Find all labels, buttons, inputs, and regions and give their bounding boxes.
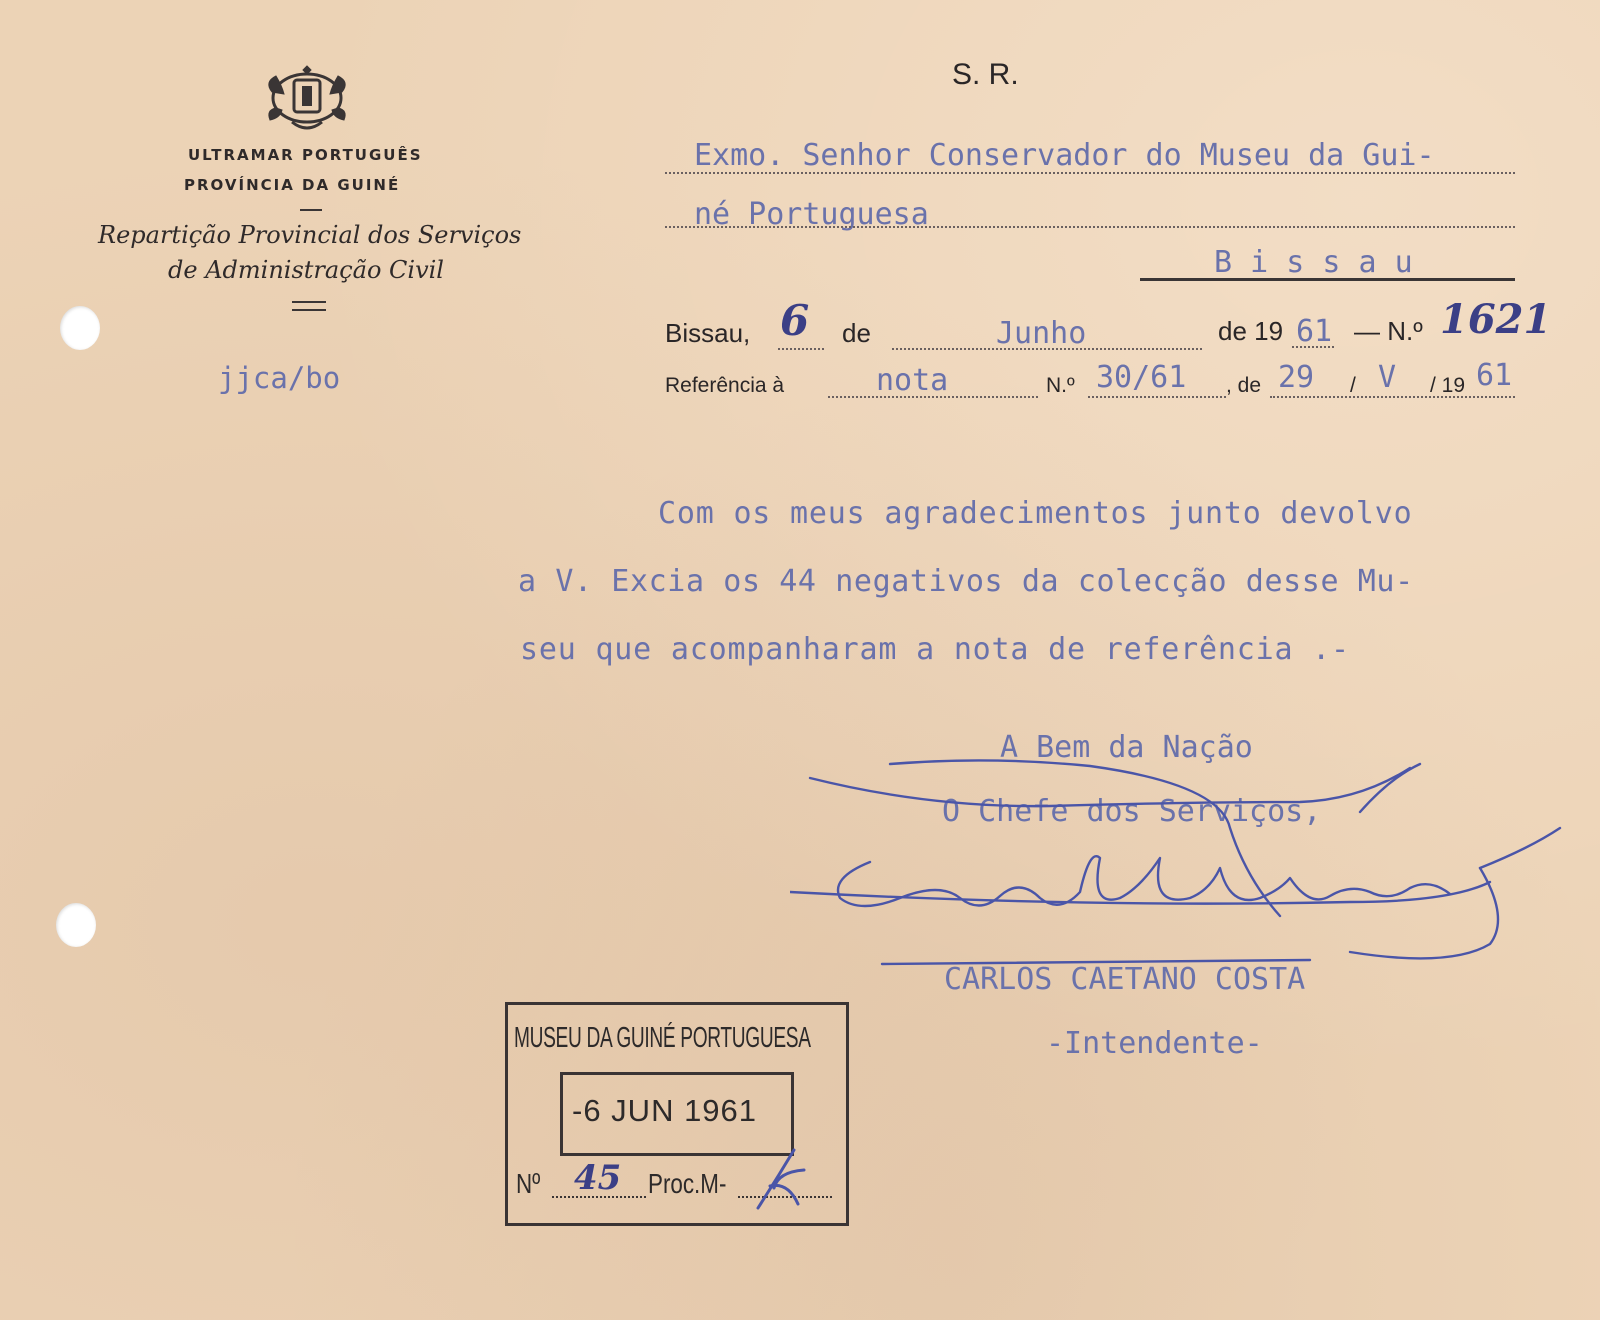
reference-number-label: N.º	[1046, 374, 1075, 397]
city-underline	[1140, 278, 1515, 281]
date-de-label: de	[842, 318, 871, 348]
closing-salutation: A Bem da Nação	[1000, 730, 1253, 765]
reference-year-suffix: 61	[1476, 358, 1513, 393]
addressee-dotted-line-2	[665, 226, 1515, 228]
stamp-number-label: Nº	[516, 1168, 541, 1199]
reference-date-dots	[1270, 396, 1515, 398]
stamp-museum-name: MUSEU DA GUINÉ PORTUGUESA	[514, 1022, 811, 1054]
letterhead-line-2: PROVÍNCIA DA GUINÉ	[184, 176, 401, 194]
punch-hole-bottom	[56, 903, 96, 947]
reference-number-dots	[1088, 396, 1226, 398]
reference-doc-type: nota	[876, 363, 949, 398]
addressee-city: B i s s a u	[1214, 245, 1413, 280]
reference-day: 29	[1278, 360, 1315, 395]
date-year-suffix: 61	[1296, 314, 1333, 349]
reference-code: jjca/bo	[218, 361, 341, 395]
addressee-line-1: Exmo. Senhor Conservador do Museu da Gui-	[694, 138, 1435, 173]
date-day-dots	[778, 348, 824, 350]
handwritten-signature	[790, 758, 1570, 998]
stamp-date: -6 JUN 1961	[572, 1093, 758, 1128]
stamp-proc-label: Proc.M-	[648, 1168, 727, 1199]
signatory-position: -Intendente-	[1046, 1026, 1263, 1061]
punch-hole-top	[60, 306, 100, 350]
portuguese-coat-of-arms-icon	[262, 62, 352, 134]
body-line-3: seu que acompanharam a nota de referência .-	[520, 632, 1350, 667]
date-month: Junho	[996, 316, 1087, 351]
body-line-2: a V. Excia os 44 negativos da colecção desse Mu-	[518, 564, 1414, 599]
reference-number: 30/61	[1096, 360, 1187, 395]
reference-label: Referência à	[665, 374, 785, 397]
reference-separator-2: / 19	[1430, 374, 1466, 397]
reference-de-label: , de	[1226, 374, 1262, 397]
office-name-line-1: Repartição Provincial dos Serviços	[98, 221, 522, 249]
letterhead-dash	[300, 209, 322, 211]
reference-month: V	[1378, 360, 1397, 395]
date-place-label: Bissau,	[665, 318, 751, 348]
date-year-dots	[1292, 346, 1334, 348]
closing-title: O Chefe dos Serviços,	[942, 794, 1322, 829]
sr-heading: S. R.	[952, 58, 1019, 91]
stamp-proc-handwritten-mark	[748, 1146, 818, 1216]
body-line-1: Com os meus agradecimentos junto devolvo	[658, 496, 1413, 531]
stamp-number: 45	[574, 1158, 622, 1198]
letterhead-double-rule	[292, 301, 326, 311]
addressee-dotted-line-1	[665, 172, 1515, 174]
date-day: 6	[780, 296, 810, 345]
letterhead-line-1: ULTRAMAR PORTUGUÊS	[188, 146, 423, 164]
date-number-label: — N.º	[1354, 316, 1423, 346]
office-name-line-2: de Administração Civil	[168, 256, 444, 284]
date-number: 1621	[1440, 296, 1552, 343]
signatory-name: CARLOS CAETANO COSTA	[944, 962, 1306, 997]
addressee-line-2: né Portuguesa	[694, 197, 929, 232]
date-year-label: de 19	[1218, 316, 1284, 346]
reference-separator-1: /	[1350, 374, 1356, 397]
